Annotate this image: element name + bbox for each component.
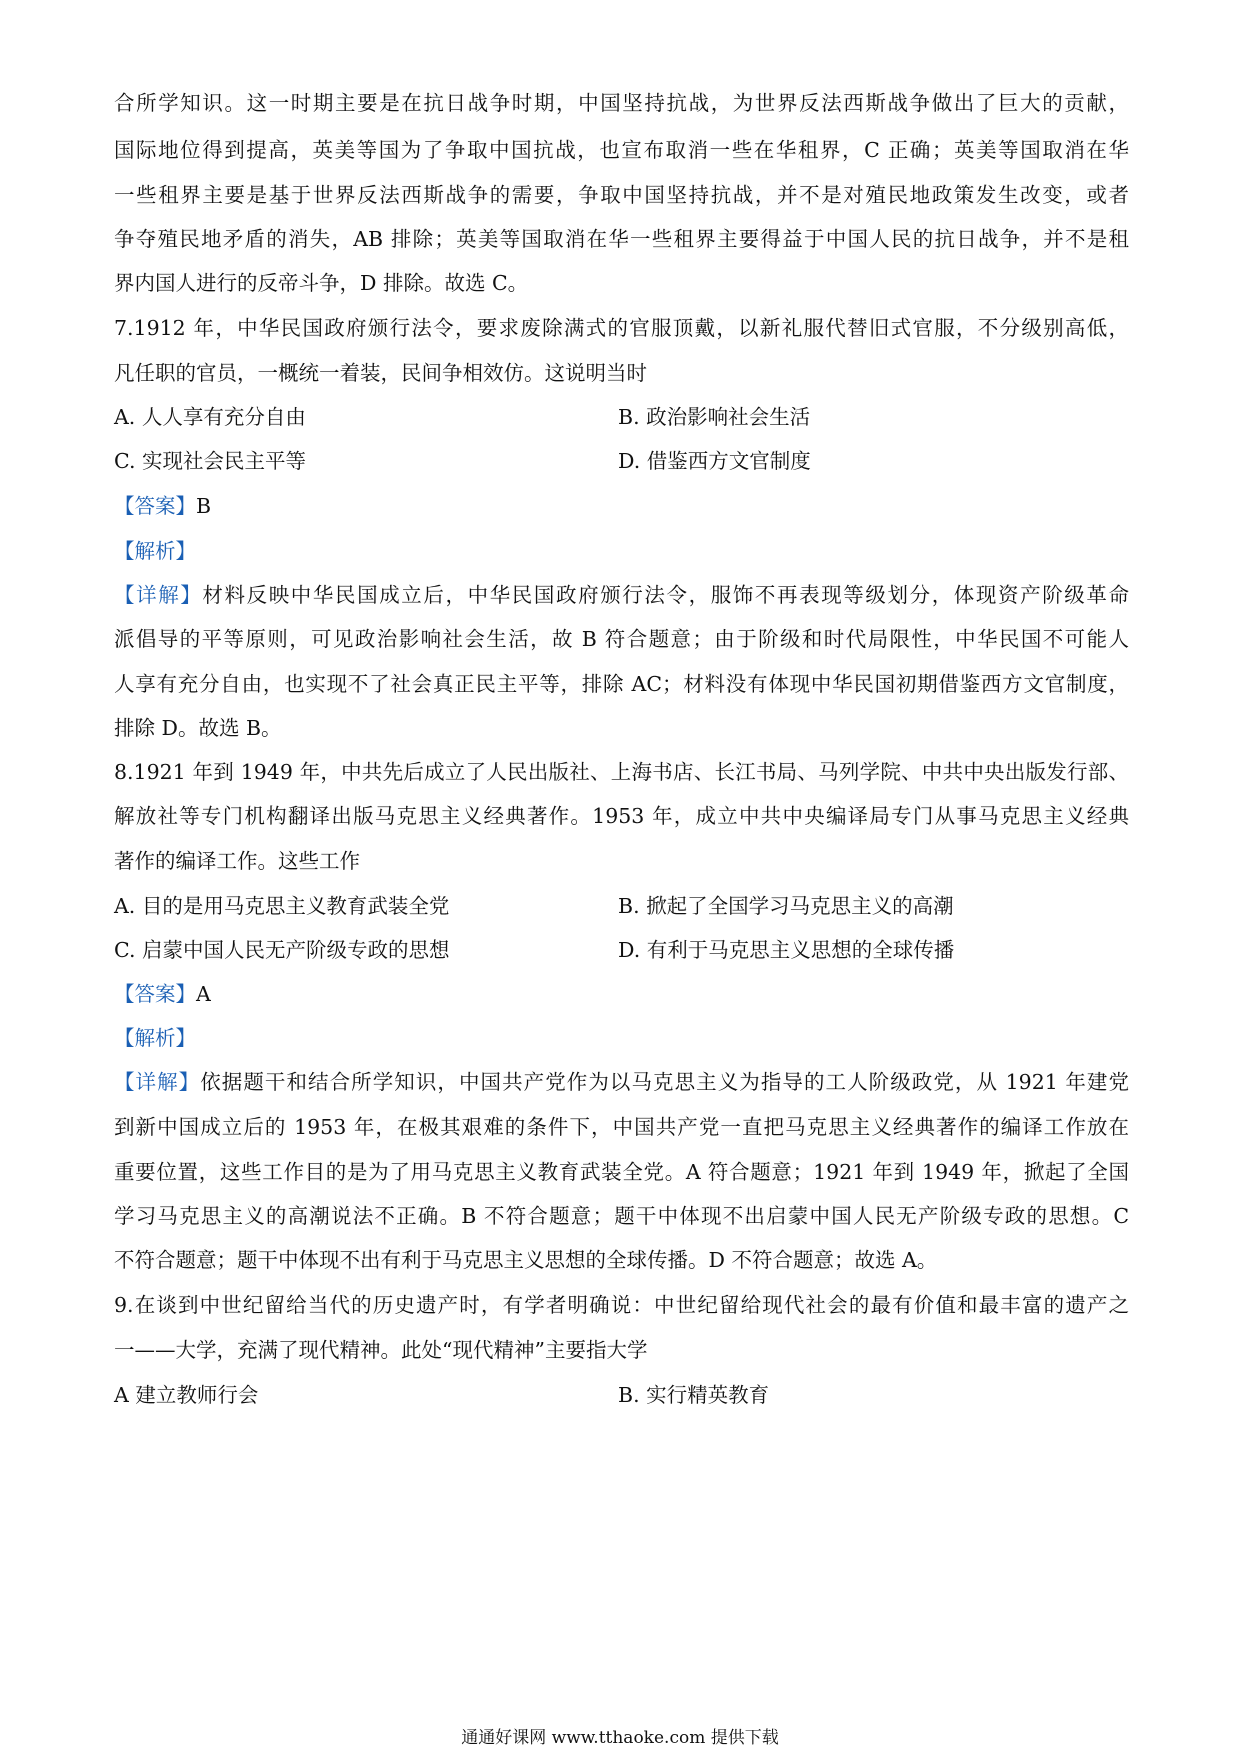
question-9-option-a: A 建立教师行会: [114, 1383, 259, 1407]
question-8-option-b: B. 掀起了全国学习马克思主义的高潮: [618, 894, 954, 918]
question-8-stem: 著作的编译工作。这些工作: [114, 849, 360, 873]
detail-text: 依据题干和结合所学知识，中国共产党作为以马克思主义为指导的工人阶级政党，从 1921 年建党: [200, 1070, 1129, 1094]
question-8-detail: 学习马克思主义的高潮说法不正确。B 不符合题意；题干中体现不出启蒙中国人民无产阶级专政的思想。C: [114, 1204, 1129, 1228]
detail-tag: 【详解】: [114, 583, 203, 607]
text-line: 一些租界主要是基于世界反法西斯战争的需要，争取中国坚持抗战，并不是对殖民地政策发生改变，或者: [114, 183, 1129, 207]
page-footer: 通通好课网 www.tthaoke.com 提供下载: [461, 1728, 779, 1748]
detail-tag: 【详解】: [114, 1070, 201, 1094]
answer-value: A: [196, 982, 211, 1006]
question-7-answer: [114, 491, 1129, 521]
question-7-stem: 凡任职的官员，一概统一着装，民间争相效仿。这说明当时: [114, 361, 647, 385]
detail-text: 材料反映中华民国成立后，中华民国政府颁行法令，服饰不再表现等级划分，体现资产阶级革命: [202, 583, 1129, 607]
question-7-detail: 人享有充分自由，也实现不了社会真正民主平等，排除 AC；材料没有体现中华民国初期借鉴西方文官制度，: [114, 672, 1129, 696]
question-8-detail: 重要位置，这些工作目的是为了用马克思主义教育武装全党。A 符合题意；1921 年到 1949 年，掀起了全国: [114, 1160, 1129, 1184]
question-7-option-c: C. 实现社会民主平等: [114, 449, 306, 473]
question-7-option-d: D. 借鉴西方文官制度: [618, 449, 811, 473]
question-7-option-b: B. 政治影响社会生活: [618, 405, 811, 429]
answer-value: B: [196, 494, 212, 518]
text-line: 合所学知识。这一时期主要是在抗日战争时期，中国坚持抗战，为世界反法西斯战争做出了巨大的贡献，: [114, 91, 1129, 115]
question-8-analysis-tag: 【解析】: [114, 1026, 196, 1050]
question-8-stem: 8.1921 年到 1949 年，中共先后成立了人民出版社、上海书店、长江书局、马列学院、中共中央出版发行部、: [114, 760, 1129, 784]
answer-tag: 【答案】: [114, 494, 196, 518]
question-8-option-d: D. 有利于马克思主义思想的全球传播: [618, 938, 955, 962]
text-line: 界内国人进行的反帝斗争，D 排除。故选 C。: [114, 271, 529, 295]
question-8-option-a: A. 目的是用马克思主义教育武装全党: [114, 894, 450, 918]
question-8-detail: 不符合题意；题干中体现不出有利于马克思主义思想的全球传播。D 不符合题意；故选 A。: [114, 1248, 938, 1272]
question-8-detail: 到新中国成立后的 1953 年，在极其艰难的条件下，中国共产党一直把马克思主义经典著作的编译工作放在: [114, 1115, 1129, 1139]
question-7-stem: 7.1912 年，中华民国政府颁行法令，要求废除满式的官服顶戴，以新礼服代替旧式官服，不分级别高低，: [114, 316, 1129, 340]
question-9-stem: 9.在谈到中世纪留给当代的历史遗产时，有学者明确说：中世纪留给现代社会的最有价值和最丰富的遗产之: [114, 1293, 1129, 1317]
question-8-detail: [114, 1067, 1129, 1097]
question-7-detail: 派倡导的平等原则，可见政治影响社会生活，故 B 符合题意；由于阶级和时代局限性，中华民国不可能人: [114, 627, 1129, 651]
question-8-answer: [114, 979, 1129, 1009]
question-7-analysis-tag: 【解析】: [114, 539, 196, 563]
question-7-detail: 排除 D。故选 B。: [114, 716, 282, 740]
question-7-detail: [114, 580, 1129, 610]
question-9-stem: 一——大学，充满了现代精神。此处“现代精神”主要指大学: [114, 1338, 648, 1362]
text-line: 争夺殖民地矛盾的消失，AB 排除；英美等国取消在华一些租界主要得益于中国人民的抗日战争，并不是租: [114, 227, 1129, 251]
question-9-option-b: B. 实行精英教育: [618, 1383, 770, 1407]
answer-tag: 【答案】: [114, 982, 196, 1006]
text-line: 国际地位得到提高，英美等国为了争取中国抗战，也宣布取消一些在华租界，C 正确；英美等国取消在华: [114, 138, 1129, 162]
question-7-option-a: A. 人人享有充分自由: [114, 405, 306, 429]
question-8-option-c: C. 启蒙中国人民无产阶级专政的思想: [114, 938, 450, 962]
question-8-stem: 解放社等专门机构翻译出版马克思主义经典著作。1953 年，成立中共中央编译局专门从事马克思主义经典: [114, 804, 1129, 828]
